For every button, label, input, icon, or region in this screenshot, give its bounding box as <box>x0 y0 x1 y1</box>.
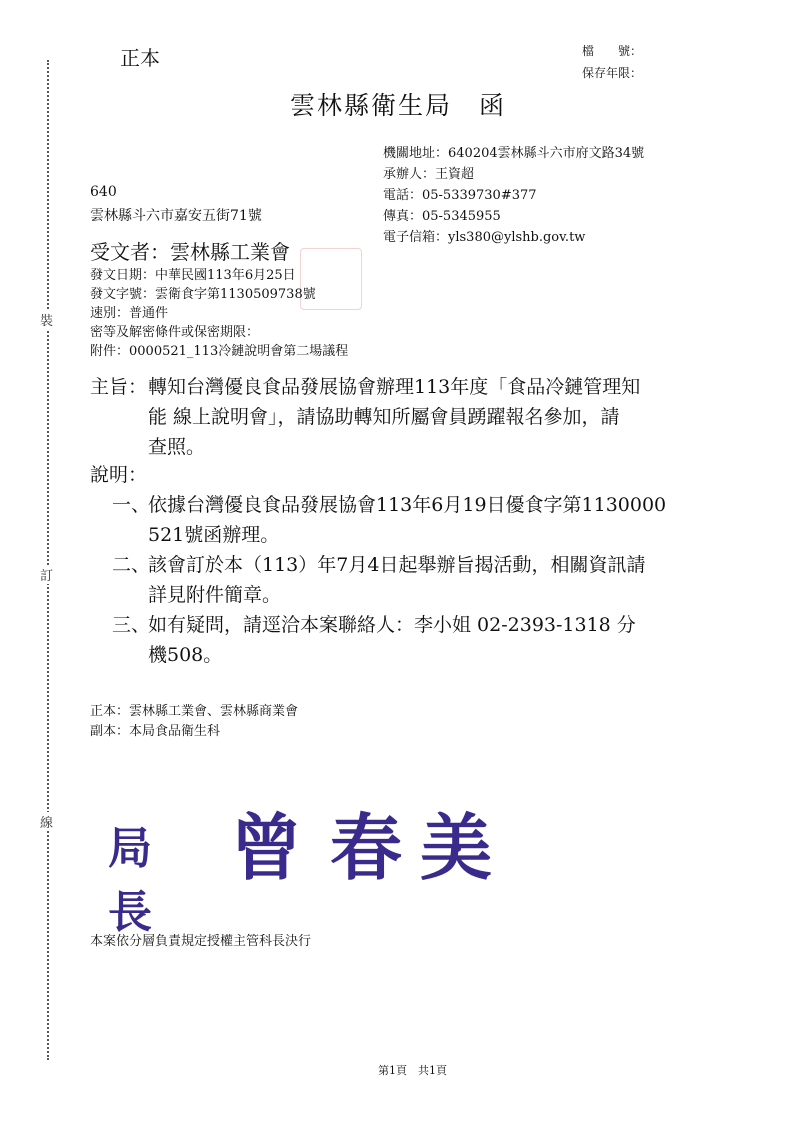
page-footer: 第1頁 共1頁 <box>378 1064 447 1077</box>
recipient-address: 雲林縣斗六市嘉安五街71號 <box>90 208 262 224</box>
recipient: 受文者：雲林縣工業會 <box>90 240 290 264</box>
item-line: 如有疑問，請逕洽本案聯絡人：李小姐 02-2393-1318 分 <box>148 614 636 636</box>
seal-title: 局長 <box>108 823 154 938</box>
subject-line: 查照。 <box>148 436 206 458</box>
recipient-postal-code: 640 <box>90 184 117 200</box>
explanation-item <box>112 490 666 550</box>
document-meta <box>90 266 348 361</box>
distribution-copy: 副本：本局食品衛生科 <box>90 724 221 739</box>
agency-phone: 電話：05-5339730#377 <box>383 188 537 203</box>
document-number: 發文字號：雲衛食字第1130509738號 <box>90 287 316 302</box>
authorization-note: 本案依分層負責規定授權主管科長決行 <box>90 934 312 949</box>
item-line: 521號函辦理。 <box>148 524 280 546</box>
binding-mark-zhuang: 裝 <box>40 310 53 329</box>
item-line: 該會訂於本（113）年7月4日起舉辦旨揭活動，相關資訊請 <box>148 554 646 576</box>
seal-char: 曾 <box>230 805 303 890</box>
attachment: 附件：0000521_113冷鏈說明會第二場議程 <box>90 344 349 359</box>
agency-email: 電子信箱：yls380@ylshb.gov.tw <box>383 230 586 245</box>
issue-date: 發文日期：中華民國113年6月25日 <box>90 268 296 283</box>
item-line: 機508。 <box>148 644 223 666</box>
explanation-item <box>112 610 636 670</box>
subject-line: 轉知台灣優良食品發展協會辦理113年度「食品冷鏈管理知 <box>148 376 641 398</box>
subject-body <box>148 372 640 462</box>
agency-info <box>383 143 644 248</box>
explanation-item <box>112 550 645 610</box>
agency-handler: 承辦人：王資超 <box>383 167 475 182</box>
explanation-label: 說明： <box>90 464 148 486</box>
item-number: 三、 <box>112 614 151 636</box>
agency-fax: 傳真：05-5345955 <box>383 209 501 224</box>
binding-mark-xian: 線 <box>40 812 53 831</box>
speed-class: 速別：普通件 <box>90 306 169 321</box>
file-number-label: 檔 號： <box>582 44 643 58</box>
secrecy-class: 密等及解密條件或保密期限： <box>90 325 260 340</box>
subject-label: 主旨： <box>90 376 148 398</box>
item-number: 一、 <box>112 494 151 516</box>
distribution <box>90 702 298 742</box>
item-line: 依據台灣優良食品發展協會113年6月19日優食字第1130000 <box>148 494 667 516</box>
binding-line <box>47 60 49 1060</box>
document-title: 雲林縣衛生局 函 <box>290 91 507 120</box>
agency-address: 機關地址：640204雲林縣斗六市府文路34號 <box>383 146 645 161</box>
binding-mark-ding: 訂 <box>40 565 53 584</box>
subject-line: 能 線上說明會」，請協助轉知所屬會員踴躍報名參加，請 <box>148 406 620 428</box>
item-number: 二、 <box>112 554 151 576</box>
item-line: 詳見附件簡章。 <box>148 584 282 606</box>
retention-label: 保存年限： <box>582 66 643 80</box>
distribution-original: 正本：雲林縣工業會、雲林縣商業會 <box>90 704 299 719</box>
seal-char: 美 <box>420 805 493 890</box>
seal-char: 春 <box>330 805 403 890</box>
original-copy-label: 正本 <box>120 46 160 70</box>
